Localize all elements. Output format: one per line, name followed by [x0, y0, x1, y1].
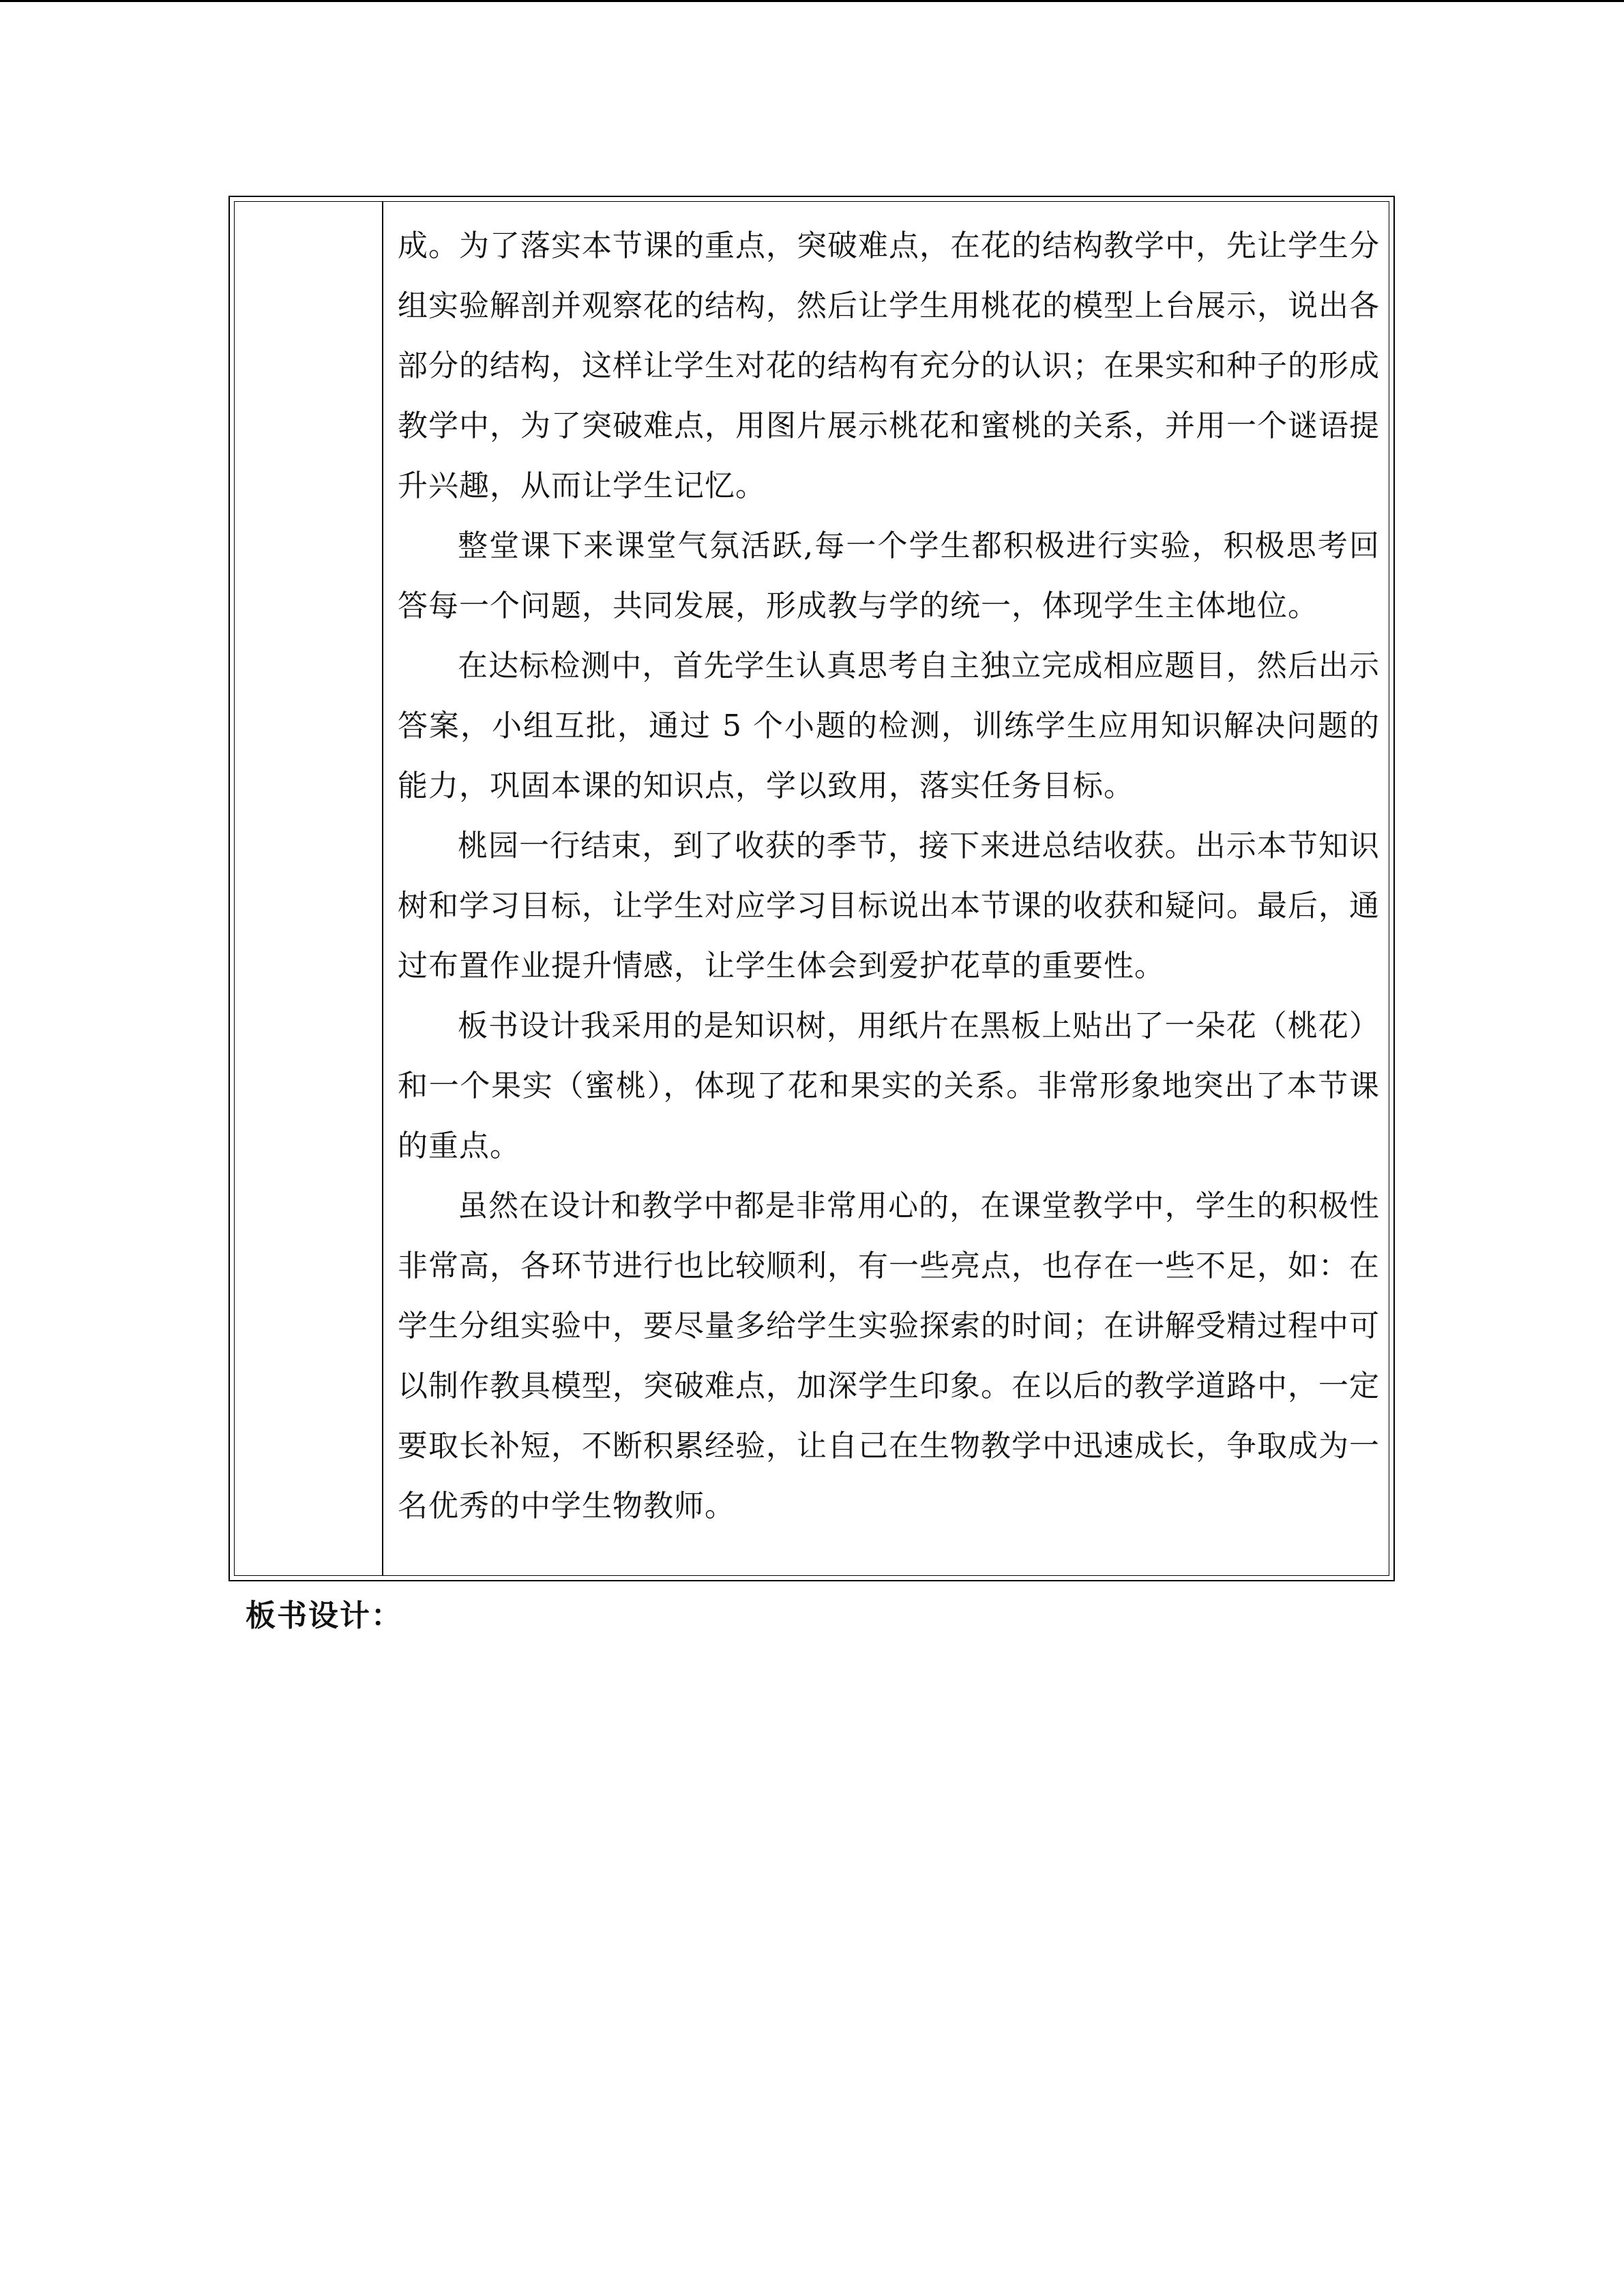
- table-label-cell: [234, 201, 383, 1576]
- reflection-paragraph-1: 成。为了落实本节课的重点，突破难点，在花的结构教学中，先让学生分组实验解剖并观察花的结构，然后让学生用桃花的模型上台展示，说出各部分的结构，这样让学生对花的结构有充分的认识；在果实和种子的形成教学中，为了突破难点，用图片展示桃花和蜜桃的关系，并用一个谜语提升兴趣，从而让学生记忆。: [398, 228, 1380, 503]
- reflection-paragraph-2: 整堂课下来课堂气氛活跃,每一个学生都积极进行实验，积极思考回答每一个问题，共同发展，形成教与学的统一，体现学生主体地位。: [398, 528, 1380, 623]
- board-design-heading: 板书设计：: [246, 1598, 402, 1633]
- reflection-paragraph-3: 在达标检测中，首先学生认真思考自主独立完成相应题目，然后出示答案，小组互批，通过 5 个小题的检测，训练学生应用知识解决问题的能力，巩固本课的知识点，学以致用，落实任务目标。: [398, 648, 1380, 803]
- teaching-reflection-table: [228, 196, 1395, 1581]
- reflection-paragraph-4: 桃园一行结束，到了收获的季节，接下来进总结收获。出示本节知识树和学习目标，让学生对应学习目标说出本节课的收获和疑问。最后，通过布置作业提升情感，让学生体会到爱护花草的重要性。: [398, 829, 1380, 983]
- page-top-border: [0, 0, 1624, 2]
- table-content-cell: [398, 216, 1380, 1536]
- reflection-paragraph-5: 板书设计我采用的是知识树，用纸片在黑板上贴出了一朵花（桃花）和一个果实（蜜桃），体现了花和果实的关系。非常形象地突出了本节课的重点。: [398, 1009, 1380, 1163]
- reflection-paragraph-6: 虽然在设计和教学中都是非常用心的，在课堂教学中，学生的积极性非常高，各环节进行也比较顺利，有一些亮点，也存在一些不足，如：在学生分组实验中，要尽量多给学生实验探索的时间；在讲解受精过程中可以制作教具模型，突破难点，加深学生印象。在以后的教学道路中，一定要取长补短，不断积累经验，让自己在生物教学中迅速成长，争取成为一名优秀的中学生物教师。: [398, 1189, 1380, 1523]
